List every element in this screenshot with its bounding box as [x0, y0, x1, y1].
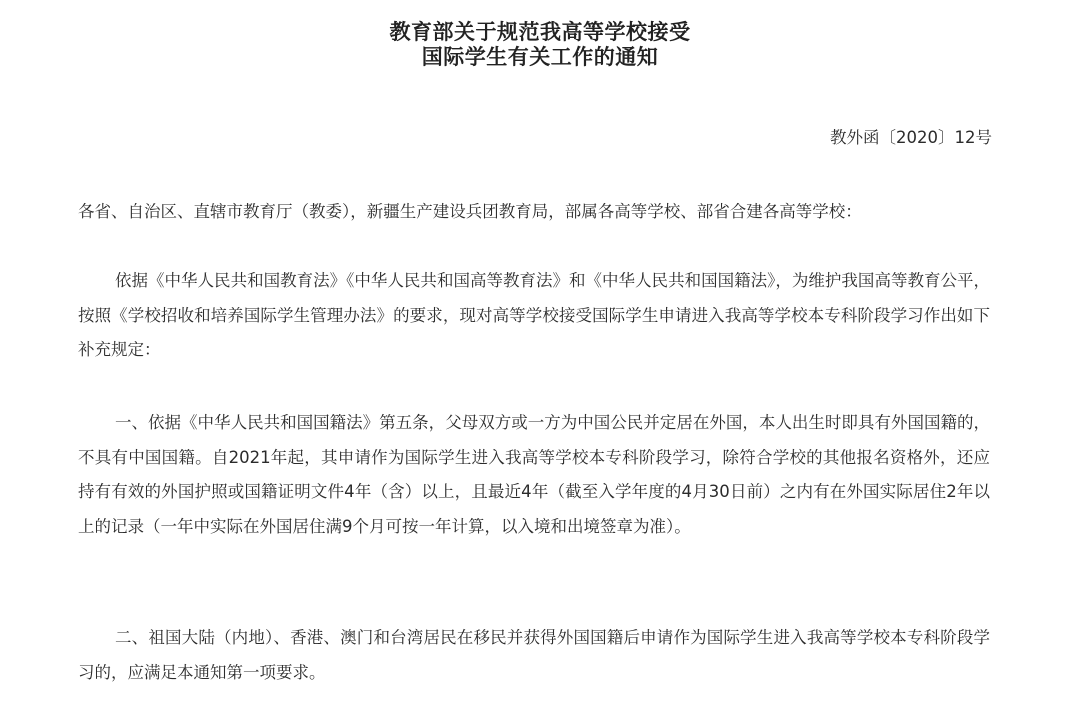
preamble-paragraph: 依据《中华人民共和国教育法》《中华人民共和国高等教育法》和《中华人民共和国国籍法》，为维护我国高等教育公平，按照《学校招收和培养国际学生管理办法》的要求，现对高等学校接受国际学生申请进入我高等学校本专科阶段学习作出如下补充规定：	[78, 271, 990, 359]
document-title-line-2: 国际学生有关工作的通知	[421, 45, 659, 69]
clause-two-paragraph: 二、祖国大陆（内地）、香港、澳门和台湾居民在移民并获得外国国籍后申请作为国际学生进入我高等学校本专科阶段学习的，应满足本通知第一项要求。	[78, 628, 990, 682]
clause-one-paragraph: 一、依据《中华人民共和国国籍法》第五条，父母双方或一方为中国公民并定居在外国，本人出生时即具有外国国籍的，不具有中国国籍。自2021年起，其申请作为国际学生进入我高等学校本专科阶段学习，除符合学校的其他报名资格外，还应持有有效的外国护照或国籍证明文件4年（含）以上，且最近4年（截至入学年度的4月30日前）之内有在外国实际居住2年以上的记录（一年中实际在外国居住满9个月可按一年计算，以入境和出境签章为准）。	[78, 413, 990, 536]
document-number: 教外函〔2020〕12号	[830, 128, 992, 147]
addressee-line: 各省、自治区、直辖市教育厅（教委），新疆生产建设兵团教育局，部属各高等学校、部省合建各高等学校：	[78, 202, 862, 221]
document-title-line-1: 教育部关于规范我高等学校接受	[389, 20, 691, 44]
